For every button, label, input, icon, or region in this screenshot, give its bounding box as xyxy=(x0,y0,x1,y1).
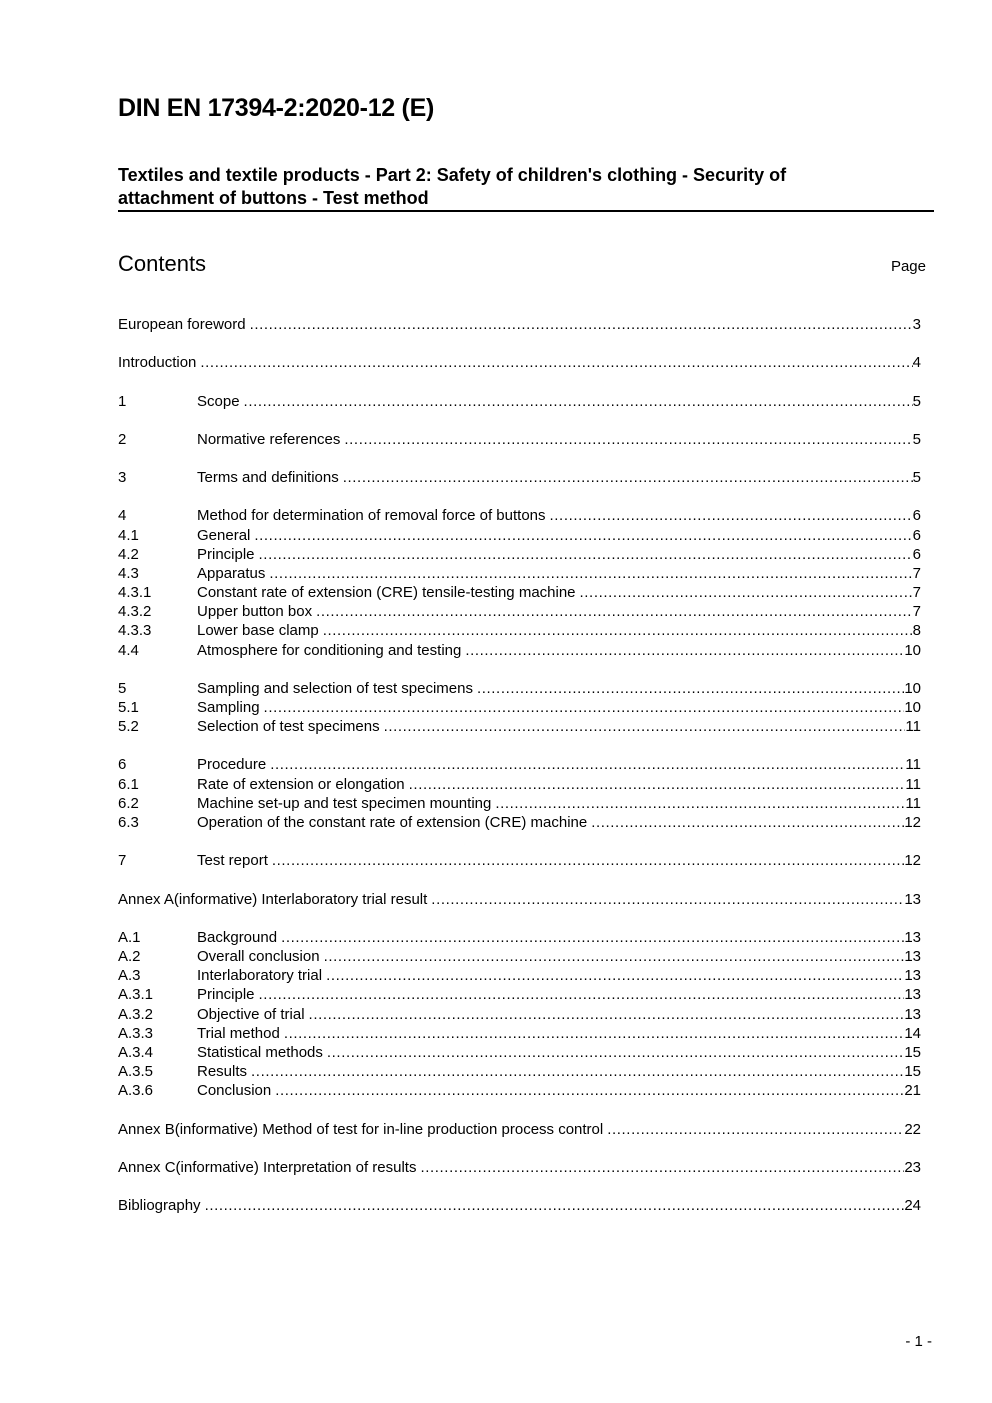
toc-dot-leader xyxy=(259,985,905,1004)
toc-entry-page: 6 xyxy=(912,546,921,563)
toc-dot-leader xyxy=(205,1196,905,1215)
toc-entry-page: 6 xyxy=(912,527,921,544)
toc-entry[interactable] xyxy=(118,966,921,985)
toc-entry-page: 6 xyxy=(912,507,921,524)
contents-heading: Contents xyxy=(118,251,207,276)
toc-entry[interactable] xyxy=(118,1043,921,1062)
toc-entry-title: Statistical methods xyxy=(197,1044,323,1061)
toc-entry[interactable] xyxy=(118,1196,921,1215)
toc-entry-number: 5.1 xyxy=(118,699,139,716)
toc-dot-leader xyxy=(264,698,905,717)
toc-entry-page: 11 xyxy=(905,795,921,812)
toc-entry-page: 5 xyxy=(912,469,921,486)
toc-dot-leader xyxy=(607,1120,904,1139)
toc-entry-title: Bibliography xyxy=(118,1197,201,1214)
toc-entry-page: 7 xyxy=(912,603,921,620)
toc-entry-title: Annex C(informative) Interpretation of results xyxy=(118,1159,417,1176)
toc-entry-title: Procedure xyxy=(197,756,267,773)
toc-entry-number: 4.3.3 xyxy=(118,622,152,639)
toc-dot-leader xyxy=(270,755,905,774)
toc-dot-leader xyxy=(284,1024,905,1043)
toc-entry[interactable] xyxy=(118,315,921,334)
toc-entry[interactable] xyxy=(118,717,921,736)
toc-entry-number: A.3.6 xyxy=(118,1082,154,1099)
toc-entry-title: Rate of extension or elongation xyxy=(197,776,405,793)
toc-entry-title: Results xyxy=(197,1063,248,1080)
toc-entry-title: Overall conclusion xyxy=(197,948,320,965)
toc-entry-title: Upper button box xyxy=(197,603,313,620)
toc-dot-leader xyxy=(251,1062,904,1081)
toc-dot-leader xyxy=(309,1005,905,1024)
toc-entry-title: Atmosphere for conditioning and testing xyxy=(197,642,462,659)
toc-entry-number: A.3.1 xyxy=(118,986,154,1003)
toc-entry-title: Conclusion xyxy=(197,1082,272,1099)
toc-entry-title: Normative references xyxy=(197,431,341,448)
toc-entry-title: Scope xyxy=(197,393,240,410)
toc-entry-title: Principle xyxy=(197,546,255,563)
toc-dot-leader xyxy=(326,966,904,985)
toc-entry[interactable] xyxy=(118,526,921,545)
toc-dot-leader xyxy=(384,717,906,736)
toc-entry-number: A.2 xyxy=(118,948,141,965)
toc-entry-page: 11 xyxy=(905,756,921,773)
toc-entry-number: A.3.5 xyxy=(118,1063,154,1080)
toc-entry-page: 15 xyxy=(904,1063,921,1080)
toc-entry-title: Terms and definitions xyxy=(197,469,339,486)
toc-entry-page: 12 xyxy=(904,814,921,831)
toc-entry-page: 11 xyxy=(905,718,921,735)
toc-entry-page: 10 xyxy=(904,642,921,659)
toc-entry-number: A.3.2 xyxy=(118,1006,154,1023)
toc-entry-title: Constant rate of extension (CRE) tensile-testing machine xyxy=(197,584,576,601)
toc-dot-leader xyxy=(409,775,906,794)
toc-entry-page: 5 xyxy=(912,393,921,410)
toc-entry[interactable] xyxy=(118,755,921,774)
toc-entry-page: 13 xyxy=(904,1006,921,1023)
toc-entry[interactable] xyxy=(118,775,921,794)
toc-entry-number: 1 xyxy=(118,393,127,410)
toc-entry[interactable] xyxy=(118,985,921,1004)
toc-dot-leader xyxy=(254,526,912,545)
toc-entry-number: 4.3.1 xyxy=(118,584,152,601)
toc-entry-title: Trial method xyxy=(197,1025,280,1042)
toc-dot-leader xyxy=(200,353,912,372)
toc-entry-number: 5.2 xyxy=(118,718,139,735)
toc-entry-page: 7 xyxy=(912,565,921,582)
toc-entry[interactable] xyxy=(118,1081,921,1100)
toc-entry-page: 13 xyxy=(904,891,921,908)
toc-entry[interactable] xyxy=(118,641,921,660)
toc-entry[interactable] xyxy=(118,545,921,564)
toc-dot-leader xyxy=(550,506,913,525)
toc-entry[interactable] xyxy=(118,1005,921,1024)
toc-entry[interactable] xyxy=(118,506,921,525)
toc-entry[interactable] xyxy=(118,813,921,832)
toc-dot-leader xyxy=(272,851,904,870)
toc-entry-title: Principle xyxy=(197,986,255,1003)
toc-entry-title: Apparatus xyxy=(197,565,266,582)
toc-entry-title: Lower base clamp xyxy=(197,622,319,639)
toc-entry[interactable] xyxy=(118,353,921,372)
toc-dot-leader xyxy=(275,1081,904,1100)
toc-dot-leader xyxy=(420,1158,904,1177)
page-column-label: Page xyxy=(890,258,926,275)
toc-entry-title: Interlaboratory trial xyxy=(197,967,323,984)
toc-entry-number: 5 xyxy=(118,680,127,697)
toc-dot-leader xyxy=(327,1043,904,1062)
toc-dot-leader xyxy=(495,794,905,813)
toc-dot-leader xyxy=(580,583,913,602)
toc-entry[interactable] xyxy=(118,1120,921,1139)
toc-entry-number: 4 xyxy=(118,507,127,524)
toc-entry-number: 4.4 xyxy=(118,642,139,659)
toc-entry-title: Annex B(informative) Method of test for in-line production process control xyxy=(118,1121,604,1138)
toc-entry-page: 11 xyxy=(905,776,921,793)
toc-entry-number: 6.3 xyxy=(118,814,139,831)
toc-dot-leader xyxy=(281,928,904,947)
toc-entry-page: 8 xyxy=(912,622,921,639)
toc-entry[interactable] xyxy=(118,583,921,602)
toc-entry[interactable] xyxy=(118,698,921,717)
toc-entry-page: 3 xyxy=(912,316,921,333)
toc-dot-leader xyxy=(477,679,904,698)
toc-entry-title: Method for determination of removal force of buttons xyxy=(197,507,546,524)
toc-entry-page: 12 xyxy=(904,852,921,869)
toc-entry-page: 5 xyxy=(912,431,921,448)
toc-dot-leader xyxy=(465,641,904,660)
toc-entry-number: A.3 xyxy=(118,967,141,984)
toc-entry-number: 6.1 xyxy=(118,776,139,793)
toc-entry-title: Background xyxy=(197,929,278,946)
toc-entry-page: 13 xyxy=(904,929,921,946)
toc-dot-leader xyxy=(343,468,913,487)
toc-entry-title: Introduction xyxy=(118,354,197,371)
toc-entry-title: European foreword xyxy=(118,316,246,333)
toc-entry[interactable] xyxy=(118,621,921,640)
toc-entry-title: Operation of the constant rate of extension (CRE) machine xyxy=(197,814,588,831)
toc-entry-number: 4.3.2 xyxy=(118,603,152,620)
toc-dot-leader xyxy=(431,890,904,909)
toc-entry[interactable] xyxy=(118,1024,921,1043)
toc-entry-page: 14 xyxy=(904,1025,921,1042)
toc-entry-number: 7 xyxy=(118,852,127,869)
toc-entry[interactable] xyxy=(118,430,921,449)
toc-entry[interactable] xyxy=(118,602,921,621)
toc-dot-leader xyxy=(591,813,904,832)
toc-entry-number: A.1 xyxy=(118,929,141,946)
toc-dot-leader xyxy=(344,430,912,449)
toc-entry-title: Sampling and selection of test specimens xyxy=(197,680,473,697)
toc-entry-title: Test report xyxy=(197,852,268,869)
toc-dot-leader xyxy=(244,392,913,411)
toc-entry-page: 15 xyxy=(904,1044,921,1061)
toc-entry-page: 10 xyxy=(904,699,921,716)
toc-entry-number: 4.3 xyxy=(118,565,139,582)
toc-entry-page: 4 xyxy=(912,354,921,371)
toc-entry-title: General xyxy=(197,527,251,544)
toc-entry[interactable] xyxy=(118,679,921,698)
toc-entry-number: 6 xyxy=(118,756,127,773)
toc-entry[interactable] xyxy=(118,947,921,966)
toc-entry-title: Machine set-up and test specimen mounting xyxy=(197,795,492,812)
toc-entry[interactable] xyxy=(118,928,921,947)
toc-entry-title: Objective of trial xyxy=(197,1006,305,1023)
toc-entry-page: 10 xyxy=(904,680,921,697)
toc-dot-leader xyxy=(316,602,913,621)
toc-entry[interactable] xyxy=(118,564,921,583)
toc-entry[interactable] xyxy=(118,890,921,909)
toc-entry[interactable] xyxy=(118,468,921,487)
toc-dot-leader xyxy=(269,564,912,583)
toc-entry-number: 4.1 xyxy=(118,527,139,544)
toc-dot-leader xyxy=(323,621,913,640)
toc-entry-title: Selection of test specimens xyxy=(197,718,380,735)
toc-entry-page: 22 xyxy=(904,1121,921,1138)
toc-entry-page: 23 xyxy=(904,1159,921,1176)
toc-entry-title: Sampling xyxy=(197,699,260,716)
toc-entry-number: 4.2 xyxy=(118,546,139,563)
toc-dot-leader xyxy=(324,947,905,966)
toc-entry-number: A.3.4 xyxy=(118,1044,154,1061)
toc-entry-page: 24 xyxy=(904,1197,921,1214)
toc-entry-title: Annex A(informative) Interlaboratory trial result xyxy=(118,891,428,908)
toc-entry-page: 21 xyxy=(904,1082,921,1099)
toc-entry[interactable] xyxy=(118,794,921,813)
toc-entry-page: 13 xyxy=(904,986,921,1003)
toc-entry-number: 6.2 xyxy=(118,795,139,812)
page-number: - 1 - xyxy=(905,1333,932,1350)
toc-entry[interactable] xyxy=(118,392,921,411)
toc-dot-leader xyxy=(259,545,913,564)
document-subtitle: Textiles and textile products - Part 2: Safety of children's clothing - Security of attachment of buttons - Test method xyxy=(118,165,787,208)
toc-entry-number: 3 xyxy=(118,469,127,486)
toc-entry[interactable] xyxy=(118,851,921,870)
toc-dot-leader xyxy=(250,315,913,334)
toc-entry-page: 13 xyxy=(904,967,921,984)
toc-entry-number: A.3.3 xyxy=(118,1025,154,1042)
document-title: DIN EN 17394-2:2020-12 (E) xyxy=(118,94,434,122)
toc-entry-page: 7 xyxy=(912,584,921,601)
toc-entry-page: 13 xyxy=(904,948,921,965)
toc-entry-number: 2 xyxy=(118,431,127,448)
title-divider xyxy=(118,210,934,212)
toc-entry[interactable] xyxy=(118,1062,921,1081)
toc-entry[interactable] xyxy=(118,1158,921,1177)
